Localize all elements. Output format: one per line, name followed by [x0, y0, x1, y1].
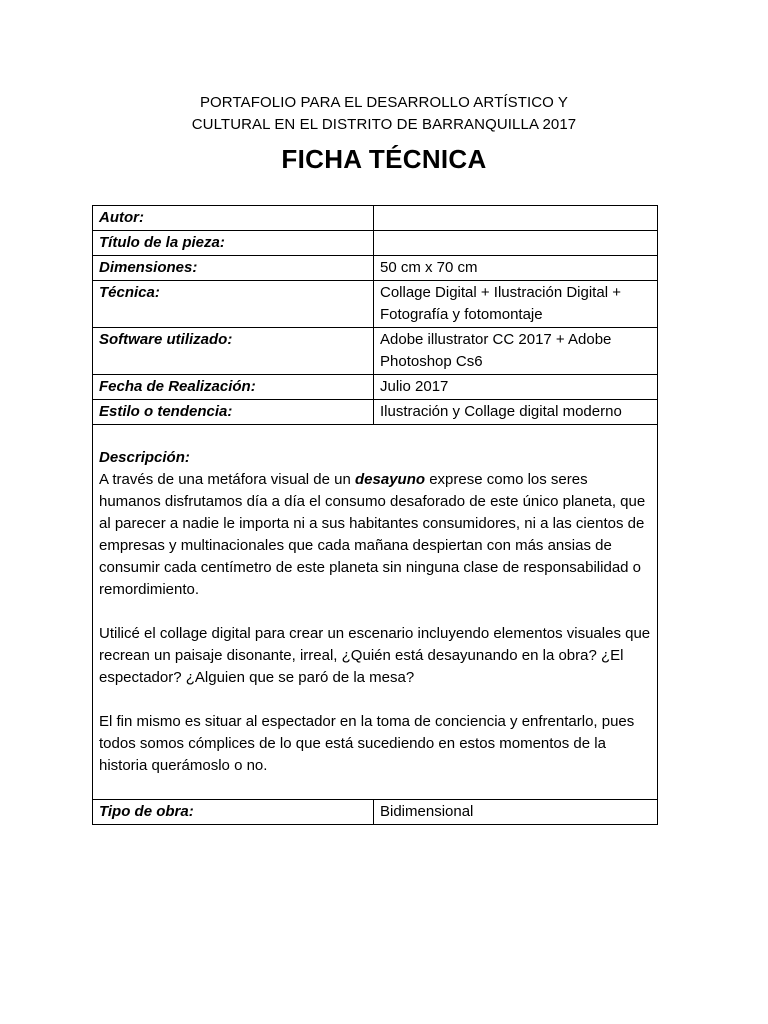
row-value	[374, 206, 658, 231]
description-cell	[93, 425, 658, 800]
document-header	[0, 92, 768, 175]
row-label: Dimensiones:	[93, 256, 374, 281]
table-row-software	[93, 328, 658, 375]
table-row-descripcion	[93, 425, 658, 800]
row-value: Collage Digital + Ilustración Digital + Fotografía y fotomontaje	[374, 281, 658, 328]
row-value: Julio 2017	[374, 375, 658, 400]
row-label: Autor:	[93, 206, 374, 231]
row-label: Tipo de obra:	[93, 800, 374, 825]
row-value: 50 cm x 70 cm	[374, 256, 658, 281]
row-value	[374, 231, 658, 256]
row-value: Adobe illustrator CC 2017 + Adobe Photoshop Cs6	[374, 328, 658, 375]
description-label: Descripción:	[99, 449, 190, 466]
technical-sheet-table	[92, 205, 658, 825]
description-paragraph-1	[99, 469, 651, 601]
description-p1-emphasis: desayuno	[355, 471, 426, 488]
description-p1-start: A través de una metáfora visual de un	[99, 471, 355, 488]
page-title: FICHA TÉCNICA	[281, 144, 487, 174]
row-label: Técnica:	[93, 281, 374, 328]
row-value: Ilustración y Collage digital moderno	[374, 400, 658, 425]
description-paragraph-3: El fin mismo es situar al espectador en la toma de conciencia y enfrentarlo, pues todos somos cómplices de lo que está sucediendo en estos momentos de la historia querámoslo o no.	[99, 713, 635, 774]
row-value: Bidimensional	[374, 800, 658, 825]
table-row-tipo-obra	[93, 800, 658, 825]
description-p1-end: exprese como los seres humanos disfrutamos día a día el consumo desaforado de este único planeta, que al parecer a nadie le importa ni a sus habitantes consumidores, ni a las cientos de empresas y multinacionales que cada mañana despiertan con más ansias de consumir cada centímetro de este planeta sin ninguna clase de responsabilidad o remordimiento.	[99, 471, 646, 598]
description-paragraph-2: Utilicé el collage digital para crear un escenario incluyendo elementos visuales que recrean un paisaje disonante, irreal, ¿Quién está desayunando en la obra? ¿El espectador? ¿Alguien que se paró de la mesa?	[99, 625, 651, 686]
subtitle-line-2: CULTURAL EN EL DISTRITO DE BARRANQUILLA 2017	[191, 116, 577, 133]
subtitle-line-1: PORTAFOLIO PARA EL DESARROLLO ARTÍSTICO Y	[199, 94, 569, 111]
table-row-estilo	[93, 400, 658, 425]
table-row-fecha	[93, 375, 658, 400]
table-row-dimensiones	[93, 256, 658, 281]
row-label: Software utilizado:	[93, 328, 374, 375]
table-row-autor	[93, 206, 658, 231]
table-row-titulo	[93, 231, 658, 256]
row-label: Título de la pieza:	[93, 231, 374, 256]
table-row-tecnica	[93, 281, 658, 328]
row-label: Fecha de Realización:	[93, 375, 374, 400]
row-label: Estilo o tendencia:	[93, 400, 374, 425]
